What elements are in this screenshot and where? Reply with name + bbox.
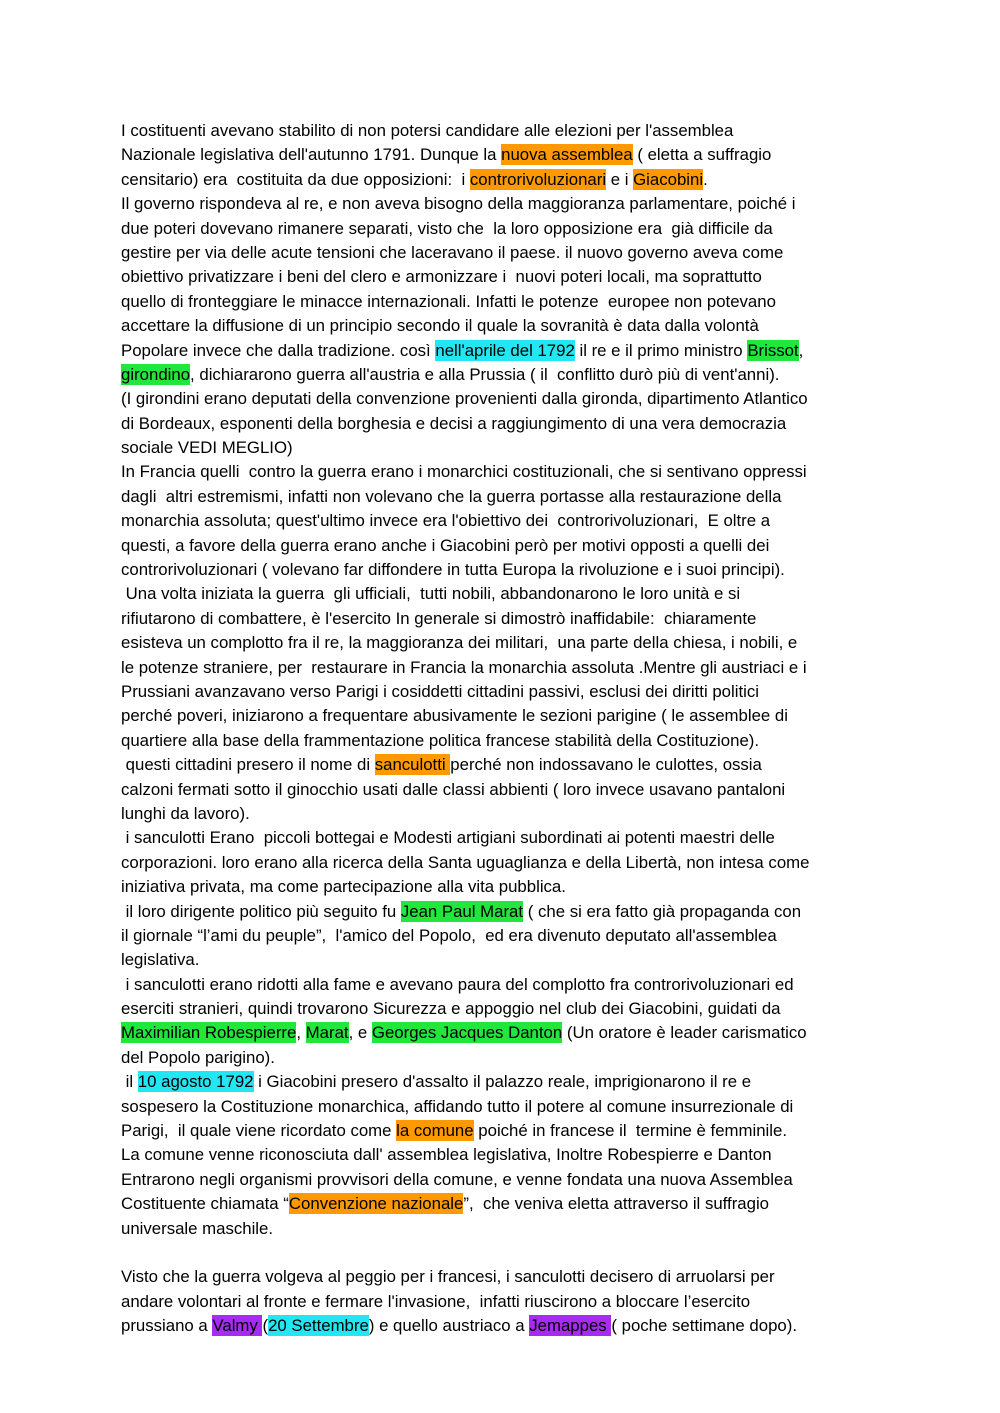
- highlighted-term: Giacobini: [633, 169, 704, 189]
- highlighted-term: nuova assemblea: [501, 145, 633, 165]
- text-line: [121, 1265, 891, 1289]
- text-line: [121, 460, 891, 484]
- text-line: [121, 753, 891, 777]
- text-run: il: [121, 1072, 138, 1092]
- text-line: [121, 412, 891, 436]
- text-line: [121, 1070, 891, 1094]
- text-line: [121, 1168, 891, 1192]
- text-run: lunghi da lavoro).: [121, 803, 250, 823]
- text-line: [121, 1119, 891, 1143]
- text-run: , e: [348, 1023, 372, 1043]
- text-run: andare volontari al fronte e fermare l'invasione, infatti riuscirono a bloccare l’esercito: [121, 1291, 751, 1311]
- text-run: censitario) era costituita da due opposizioni: i: [121, 169, 470, 189]
- text-line: [121, 485, 891, 509]
- text-run: accettare la diffusione di un principio secondo il quale la sovranità è data dalla volontà: [121, 316, 759, 336]
- text-line: [121, 192, 891, 216]
- text-line: [121, 314, 891, 338]
- text-line: [121, 1046, 891, 1070]
- text-run: il loro dirigente politico più seguito fu: [121, 901, 401, 921]
- text-run: calzoni fermati sotto il ginocchio usati dalle classi abbienti ( loro invece usavano pantaloni: [121, 779, 786, 799]
- text-run: prussiano a: [121, 1316, 213, 1336]
- highlighted-term: controrivoluzionari: [469, 169, 607, 189]
- highlighted-term: sanculotti: [374, 755, 451, 775]
- text-run: Visto che la guerra volgeva al peggio per i francesi, i sanculotti decisero di arruolarsi per: [121, 1267, 775, 1287]
- highlighted-term: Brissot: [747, 340, 799, 360]
- text-run: ( poche settimane dopo).: [611, 1316, 797, 1336]
- text-run: legislativa.: [121, 950, 200, 970]
- text-run: .: [703, 169, 708, 189]
- text-run: I costituenti avevano stabilito di non potersi candidare alle elezioni per l'assemblea: [121, 121, 734, 140]
- text-line: [121, 339, 891, 363]
- text-line: [121, 1143, 891, 1167]
- text-run: monarchia assoluta; quest'ultimo invece era l'obiettivo dei controrivoluzionari, E oltre a: [121, 511, 771, 531]
- text-run: ”, che veniva eletta attraverso il suffragio: [463, 1194, 770, 1214]
- text-run: universale maschile.: [121, 1218, 274, 1238]
- text-line: [121, 1314, 891, 1338]
- text-run: del Popolo parigino).: [121, 1047, 275, 1067]
- text-run: Prussiani avanzavano verso Parigi i cosiddetti cittadini passivi, esclusi dei diritti politici: [121, 681, 759, 701]
- text-run: Entrarono negli organismi provvisori della comune, e venne fondata una nuova Assemblea: [121, 1169, 793, 1189]
- highlighted-term: Convenzione nazionale: [288, 1194, 464, 1214]
- text-run: (Un oratore è leader carismatico: [562, 1023, 807, 1043]
- text-run: il re e il primo ministro: [574, 340, 748, 360]
- text-line: [121, 1095, 891, 1119]
- text-run: ,: [296, 1023, 306, 1043]
- text-run: corporazioni. loro erano alla ricerca della Santa uguaglianza e della Libertà, non intesa come: [121, 852, 810, 872]
- text-line: [121, 778, 891, 802]
- highlighted-term: Maximilian Robespierre: [121, 1023, 297, 1043]
- text-run: questi cittadini presero il nome di: [121, 755, 375, 775]
- highlighted-term: nell'aprile del 1792: [435, 340, 575, 360]
- text-line: [121, 143, 891, 167]
- text-run: (I girondini erano deputati della convenzione provenienti dalla gironda, dipartimento Atlantico: [121, 389, 808, 409]
- text-line: [121, 875, 891, 899]
- text-run: Popolare invece che dalla tradizione. così: [121, 340, 436, 360]
- document-page: [121, 119, 891, 1339]
- text-run: In Francia quelli contro la guerra erano i monarchici costituzionali, che si sentivano oppressi: [121, 462, 807, 482]
- text-run: e i: [606, 169, 634, 189]
- text-run: esisteva un complotto fra il re, la maggioranza dei militari, una parte della chiesa, i nobili, e: [121, 633, 798, 653]
- text-line: [121, 1217, 891, 1241]
- highlighted-term: Jemappes: [529, 1316, 612, 1336]
- text-line: [121, 997, 891, 1021]
- highlighted-term: girondino: [121, 364, 191, 384]
- text-line: [121, 387, 891, 411]
- text-run: Costituente chiamata “: [121, 1194, 289, 1214]
- highlighted-term: Georges Jacques Danton: [371, 1023, 563, 1043]
- text-line: [121, 558, 891, 582]
- text-line: [121, 924, 891, 948]
- text-line: [121, 851, 891, 875]
- text-run: due poteri dovevano rimanere separati, visto che la loro opposizione era già difficile da: [121, 218, 773, 238]
- text-line: [121, 1192, 891, 1216]
- text-run: gestire per via delle acute tensioni che laceravano il paese. il nuovo governo aveva come: [121, 242, 784, 262]
- text-run: sospesero la Costituzione monarchica, affidando tutto il potere al comune insurrezionale di: [121, 1096, 794, 1116]
- text-run: rifiutarono di combattere, è l'esercito In generale si dimostrò inaffidabile: chiaramente: [121, 608, 757, 628]
- highlighted-term: Jean Paul Marat: [400, 901, 524, 921]
- text-line: [121, 168, 891, 192]
- text-line: [121, 1021, 891, 1045]
- highlighted-term: Valmy: [212, 1316, 263, 1336]
- text-run: ( che si era fatto già propaganda con: [523, 901, 802, 921]
- text-line: [121, 119, 891, 143]
- text-run: poiché in francese il termine è femminile.: [473, 1121, 787, 1141]
- text-run: Una volta iniziata la guerra gli ufficiali, tutti nobili, abbandonarono le loro unità e si: [121, 584, 741, 604]
- text-line: [121, 704, 891, 728]
- text-run: ,: [798, 340, 804, 360]
- text-run: i sanculotti Erano piccoli bottegai e Modesti artigiani subordinati ai potenti maestri delle: [121, 828, 775, 848]
- text-run: quello di fronteggiare le minacce internazionali. Infatti le potenze europee non potevano: [121, 291, 776, 311]
- text-run: controrivoluzionari ( volevano far diffondere in tutta Europa la rivoluzione e i suoi principi).: [121, 560, 785, 580]
- text-line: [121, 607, 891, 631]
- text-line: [121, 631, 891, 655]
- text-run: ) e quello austriaco a: [368, 1316, 530, 1336]
- text-line: [121, 582, 891, 606]
- text-line: [121, 680, 891, 704]
- text-run: (: [262, 1316, 269, 1336]
- text-line: [121, 802, 891, 826]
- text-line: [121, 265, 891, 289]
- text-run: Parigi, il quale viene ricordato come: [121, 1121, 397, 1141]
- text-line: [121, 973, 891, 997]
- text-run: i Giacobini presero d'assalto il palazzo reale, imprigionarono il re e: [253, 1072, 752, 1092]
- text-run: obiettivo privatizzare i beni del clero e armonizzare i nuovi poteri locali, ma soprattutto: [121, 267, 762, 287]
- text-run: dagli altri estremismi, infatti non volevano che la guerra portasse alla restaurazione della: [121, 486, 782, 506]
- text-run: Nazionale legislativa dell'autunno 1791. Dunque la: [121, 145, 502, 165]
- text-line: [121, 290, 891, 314]
- text-line: [121, 534, 891, 558]
- text-run: perché non indossavano le culottes, ossia: [450, 755, 762, 775]
- text-run: La comune venne riconosciuta dall' assemblea legislativa, Inoltre Robespierre e Danton: [121, 1145, 772, 1165]
- text-run: iniziativa privata, ma come partecipazione alla vita pubblica.: [121, 877, 566, 897]
- text-line: [121, 729, 891, 753]
- text-run: , dichiararono guerra all'austria e alla Prussia ( il conflitto durò più di vent'anni).: [190, 364, 780, 384]
- text-run: le potenze straniere, per restaurare in Francia la monarchia assoluta .Mentre gli austriaci e i: [121, 657, 807, 677]
- text-run: il giornale “l’ami du peuple”, l'amico del Popolo, ed era divenuto deputato all'assemblea: [121, 925, 777, 945]
- text-run: Il governo rispondeva al re, e non aveva bisogno della maggioranza parlamentare, poiché i: [121, 194, 796, 214]
- blank-line: [121, 1241, 891, 1265]
- text-line: [121, 900, 891, 924]
- text-line: [121, 948, 891, 972]
- text-run: quartiere alla base della frammentazione politica francese stabilità della Costituzione).: [121, 730, 760, 750]
- highlighted-term: 10 agosto 1792: [137, 1072, 254, 1092]
- highlighted-term: la comune: [396, 1121, 474, 1141]
- text-run: ( eletta a suffragio: [632, 145, 772, 165]
- text-run: eserciti stranieri, quindi trovarono Sicurezza e appoggio nel club dei Giacobini, guidati da: [121, 999, 781, 1019]
- text-line: [121, 1290, 891, 1314]
- text-line: [121, 656, 891, 680]
- text-run: i sanculotti erano ridotti alla fame e avevano paura del complotto fra controrivoluzionari ed: [121, 974, 794, 994]
- text-run: perché poveri, iniziarono a frequentare abusivamente le sezioni parigine ( le assemblee di: [121, 706, 788, 726]
- text-line: [121, 436, 891, 460]
- text-line: [121, 509, 891, 533]
- text-line: [121, 241, 891, 265]
- text-line: [121, 217, 891, 241]
- highlighted-term: Marat: [305, 1023, 349, 1043]
- text-run: sociale VEDI MEGLIO): [121, 438, 293, 458]
- text-run: di Bordeaux, esponenti della borghesia e decisi a raggiungimento di una vera democrazia: [121, 413, 787, 433]
- text-run: questi, a favore della guerra erano anche i Giacobini però per motivi opposti a quelli dei: [121, 535, 770, 555]
- text-line: [121, 363, 891, 387]
- text-line: [121, 826, 891, 850]
- highlighted-term: 20 Settembre: [268, 1316, 369, 1336]
